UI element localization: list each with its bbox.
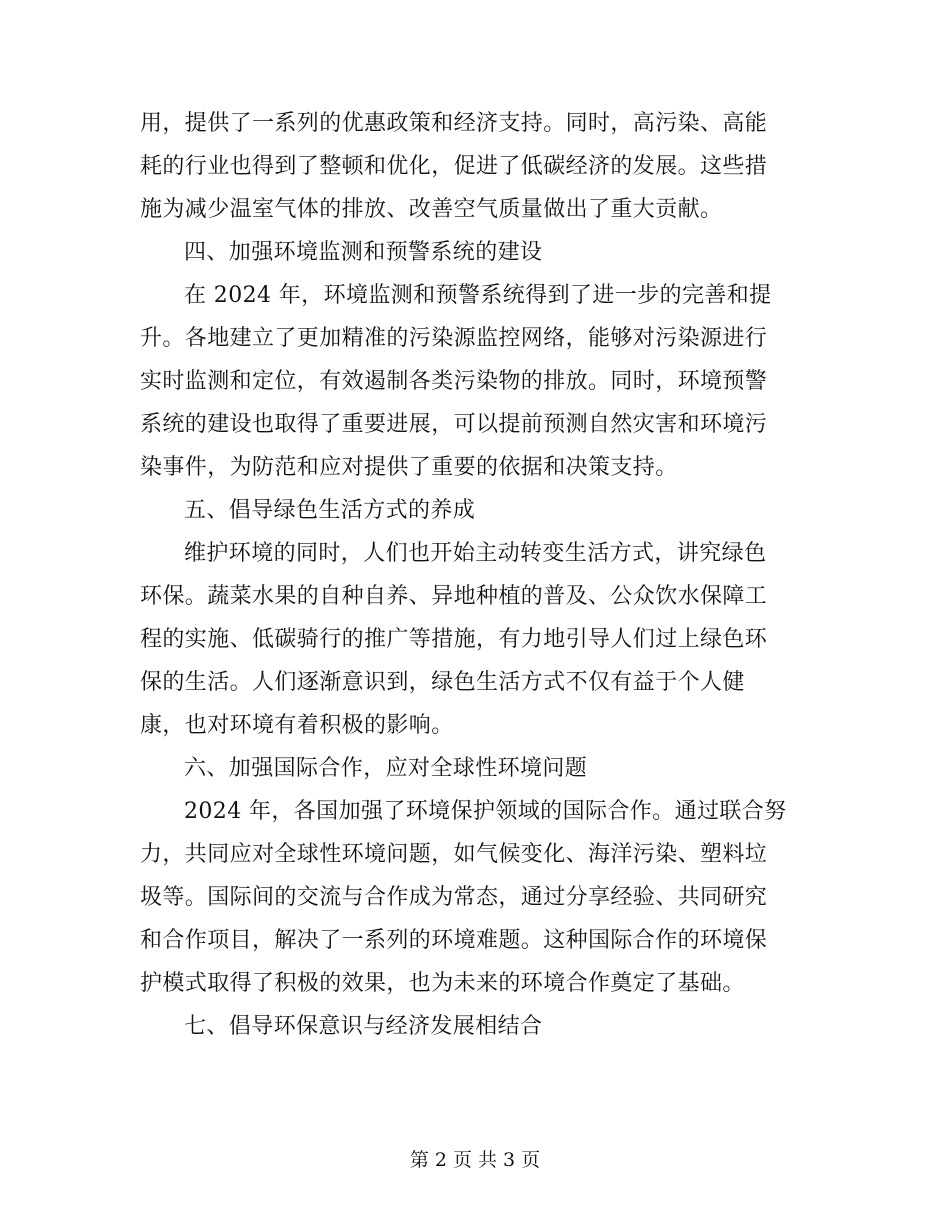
text-line: 保的生活。人们逐渐意识到，绿色生活方式不仅有益于个人健 [140,670,745,695]
text-line: 力，共同应对全球性环境问题，如气候变化、海洋污染、塑料垃 [140,842,768,867]
text-line: 染事件，为防范和应对提供了重要的依据和决策支持。 [140,455,678,480]
page-number-footer: 第 2 页 共 3 页 [409,1149,541,1171]
paragraph [140,102,810,231]
section-heading [140,231,810,274]
text-line: 维护环境的同时，人们也开始主动转变生活方式，讲究绿色 [184,541,767,566]
document-body [140,102,810,1048]
text-line: 用，提供了一系列的优惠政策和经济支持。同时，高污染、高能 [140,111,768,136]
heading-text: 六、加强国际合作，应对全球性环境问题 [184,756,588,781]
text-line: 程的实施、低碳骑行的推广等措施，有力地引导人们过上绿色环 [140,627,768,652]
paragraph [140,274,810,489]
section-heading [140,747,810,790]
text-line: 耗的行业也得到了整顿和优化，促进了低碳经济的发展。这些措 [140,154,768,179]
heading-text: 四、加强环境监测和预警系统的建设 [184,240,543,265]
text-line: 和合作项目，解决了一系列的环境难题。这种国际合作的环境保 [140,928,768,953]
text-line: 升。各地建立了更加精准的污染源监控网络，能够对污染源进行 [140,326,768,351]
text-line: 2024 年，各国加强了环境保护领域的国际合作。通过联合努 [184,799,787,824]
heading-text: 七、倡导环保意识与经济发展相结合 [184,1014,543,1039]
text-line: 实时监测和定位，有效遏制各类污染物的排放。同时，环境预警 [140,369,768,394]
section-heading [140,489,810,532]
text-line: 环保。蔬菜水果的自种自养、异地种植的普及、公众饮水保障工 [140,584,768,609]
paragraph [140,532,810,747]
text-line: 康，也对环境有着积极的影响。 [140,713,454,738]
text-line: 护模式取得了积极的效果，也为未来的环境合作奠定了基础。 [140,971,745,996]
text-line: 系统的建设也取得了重要进展，可以提前预测自然灾害和环境污 [140,412,768,437]
section-heading [140,1005,810,1048]
text-line: 圾等。国际间的交流与合作成为常态，通过分享经验、共同研究 [140,885,768,910]
heading-text: 五、倡导绿色生活方式的养成 [184,498,476,523]
text-line: 在 2024 年，环境监测和预警系统得到了进一步的完善和提 [184,283,772,308]
text-line: 施为减少温室气体的排放、改善空气质量做出了重大贡献。 [140,197,723,222]
paragraph [140,790,810,1005]
